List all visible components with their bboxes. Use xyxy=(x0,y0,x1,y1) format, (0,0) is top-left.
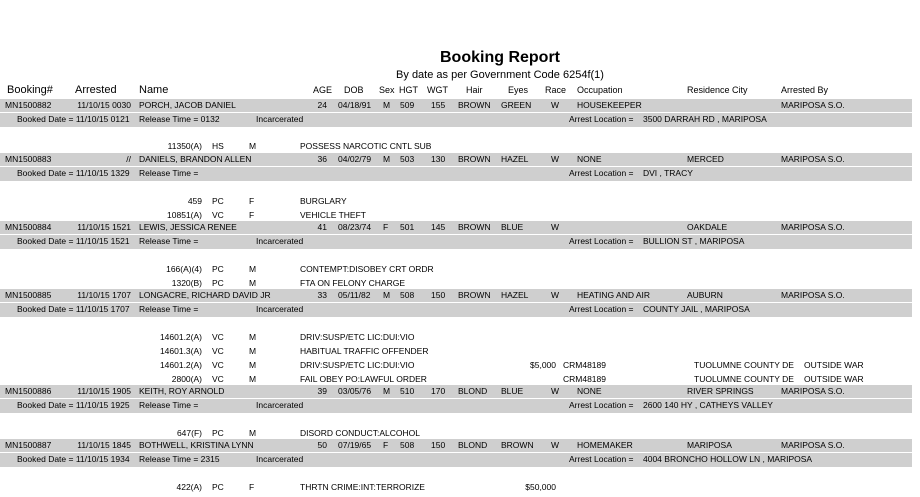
charge-description: POSSESS NARCOTIC CNTL SUB xyxy=(300,141,432,151)
record-occupation: NONE xyxy=(577,154,602,164)
record-wgt: 170 xyxy=(431,386,446,396)
charge-type: VC xyxy=(212,374,224,384)
record-age: 41 xyxy=(317,222,327,232)
col-eyes: Eyes xyxy=(508,85,529,95)
charge-bail: $5,000 xyxy=(530,360,556,370)
record-hair: BROWN xyxy=(458,154,491,164)
record-wgt: 145 xyxy=(431,222,446,232)
charge-type: VC xyxy=(212,332,224,342)
record-by: MARIPOSA S.O. xyxy=(781,222,845,232)
record-hair: BLOND xyxy=(458,386,488,396)
col-name: Name xyxy=(139,84,169,96)
record-race: W xyxy=(551,290,560,300)
charge-code: 647(F) xyxy=(176,428,202,438)
record-eyes: HAZEL xyxy=(501,290,529,300)
record-wgt: 155 xyxy=(431,100,446,110)
record-age: 33 xyxy=(317,290,327,300)
record-sex: F xyxy=(383,222,389,232)
record-hair: BROWN xyxy=(458,222,491,232)
charge-code: 422(A) xyxy=(176,482,202,492)
record-release: Release Time = xyxy=(139,304,199,314)
record-name: PORCH, JACOB DANIEL xyxy=(139,100,236,110)
booking-record xyxy=(0,99,912,127)
report-subtitle: By date as per Government Code 6254f(1) xyxy=(396,69,604,81)
charge-description: CONTEMPT:DISOBEY CRT ORDR xyxy=(300,264,434,274)
booking-record xyxy=(0,385,912,413)
record-by: MARIPOSA S.O. xyxy=(781,440,845,450)
booking-record xyxy=(0,289,912,317)
record-age: 24 xyxy=(317,100,327,110)
record-release: Release Time = xyxy=(139,168,199,178)
record-release: Release Time = 2315 xyxy=(139,454,220,464)
charge-warrant-type: OUTSIDE WAR xyxy=(804,360,864,370)
record-location-label: Arrest Location = xyxy=(569,400,634,410)
record-hgt: 509 xyxy=(400,100,415,110)
charge-type: PC xyxy=(212,482,224,492)
record-status: Incarcerated xyxy=(256,304,304,314)
charge-level: M xyxy=(249,346,257,356)
record-dob: 04/18/91 xyxy=(338,100,372,110)
charge-code: 14601.3(A) xyxy=(159,346,202,356)
record-location: BULLION ST , MARIPOSA xyxy=(643,236,745,246)
record-name: LONGACRE, RICHARD DAVID JR xyxy=(139,290,271,300)
charge-agency: TUOLUMNE COUNTY DE xyxy=(694,360,794,370)
charge-warrant: CRM48189 xyxy=(563,374,606,384)
record-name: LEWIS, JESSICA RENEE xyxy=(139,222,237,232)
record-booked: Booked Date = 11/10/15 1707 xyxy=(17,304,130,314)
record-booked: Booked Date = 11/10/15 1925 xyxy=(17,400,130,410)
charge-level: M xyxy=(249,264,257,274)
record-status: Incarcerated xyxy=(256,454,304,464)
col-booking: Booking# xyxy=(7,84,53,96)
booking-record xyxy=(0,153,912,181)
record-race: W xyxy=(551,100,560,110)
record-by: MARIPOSA S.O. xyxy=(781,100,845,110)
record-location: 3500 DARRAH RD , MARIPOSA xyxy=(643,114,767,124)
charge-code: 166(A)(4) xyxy=(166,264,202,274)
record-release: Release Time = xyxy=(139,400,199,410)
record-age: 39 xyxy=(317,386,327,396)
charge-level: M xyxy=(249,141,257,151)
record-race: W xyxy=(551,386,560,396)
record-occupation: HEATING AND AIR xyxy=(577,290,651,300)
record-status: Incarcerated xyxy=(256,114,304,124)
record-booking: MN1500884 xyxy=(5,222,52,232)
charge-warrant: CRM48189 xyxy=(563,360,606,370)
record-hair: BLOND xyxy=(458,440,488,450)
charge-level: M xyxy=(249,278,257,288)
record-city: AUBURN xyxy=(687,290,723,300)
record-hair: BROWN xyxy=(458,290,491,300)
report-title: Booking Report xyxy=(440,49,560,66)
record-sex: M xyxy=(383,154,391,164)
col-hgt: HGT xyxy=(399,85,418,95)
charge-type: HS xyxy=(212,141,224,151)
record-sex: M xyxy=(383,290,391,300)
record-hgt: 501 xyxy=(400,222,415,232)
charge-type: VC xyxy=(212,210,224,220)
record-dob: 07/19/65 xyxy=(338,440,372,450)
record-name: KEITH, ROY ARNOLD xyxy=(139,386,225,396)
record-release: Release Time = xyxy=(139,236,199,246)
record-booked: Booked Date = 11/10/15 1329 xyxy=(17,168,130,178)
record-race: W xyxy=(551,154,560,164)
record-wgt: 150 xyxy=(431,290,446,300)
charge-type: PC xyxy=(212,278,224,288)
col-wgt: WGT xyxy=(427,85,448,95)
charge-description: THRTN CRIME:INT:TERRORIZE xyxy=(300,482,425,492)
record-hgt: 510 xyxy=(400,386,415,396)
charge-warrant-type: OUTSIDE WAR xyxy=(804,374,864,384)
record-dob: 04/02/79 xyxy=(338,154,372,164)
record-booking: MN1500883 xyxy=(5,154,52,164)
record-name: DANIELS, BRANDON ALLEN xyxy=(139,154,252,164)
record-occupation: NONE xyxy=(577,386,602,396)
charge-description: DRIV:SUSP/ETC LIC:DUI:VIO xyxy=(300,332,415,342)
charge-level: M xyxy=(249,360,257,370)
record-location: COUNTY JAIL , MARIPOSA xyxy=(643,304,750,314)
record-race: W xyxy=(551,222,560,232)
charge-code: 1320(B) xyxy=(171,278,202,288)
record-age: 50 xyxy=(317,440,327,450)
charge-description: DISORD CONDUCT:ALCOHOL xyxy=(300,428,420,438)
col-dob: DOB xyxy=(344,85,364,95)
record-sex: F xyxy=(383,440,389,450)
row-divider xyxy=(0,112,912,113)
record-sex: M xyxy=(383,386,391,396)
record-arrested: 11/10/15 1905 xyxy=(77,386,131,396)
record-hgt: 503 xyxy=(400,154,415,164)
record-eyes: BROWN xyxy=(501,440,534,450)
charge-description: FAIL OBEY PO:LAWFUL ORDER xyxy=(300,374,427,384)
row-divider xyxy=(0,302,912,303)
record-hgt: 508 xyxy=(400,440,415,450)
record-occupation: HOUSEKEEPER xyxy=(577,100,642,110)
record-city: RIVER SPRINGS xyxy=(687,386,754,396)
record-name: BOTHWELL, KRISTINA LYNN xyxy=(139,440,254,450)
charge-code: 10851(A) xyxy=(167,210,202,220)
record-arrested: 11/10/15 1521 xyxy=(77,222,131,232)
col-residence-city: Residence City xyxy=(687,85,748,95)
record-by: MARIPOSA S.O. xyxy=(781,154,845,164)
booking-record xyxy=(0,221,912,249)
col-age: AGE xyxy=(313,85,333,95)
charge-code: 14601.2(A) xyxy=(159,332,202,342)
record-arrested: // xyxy=(126,154,131,164)
record-dob: 05/11/82 xyxy=(338,290,371,300)
record-location-label: Arrest Location = xyxy=(569,304,634,314)
col-occupation: Occupation xyxy=(577,85,623,95)
record-wgt: 150 xyxy=(431,440,446,450)
record-release: Release Time = 0132 xyxy=(139,114,220,124)
record-status: Incarcerated xyxy=(256,400,304,410)
charge-description: FTA ON FELONY CHARGE xyxy=(300,278,406,288)
record-location: 2600 140 HY , CATHEYS VALLEY xyxy=(643,400,773,410)
record-status: Incarcerated xyxy=(256,236,304,246)
charge-type: PC xyxy=(212,428,224,438)
charge-type: PC xyxy=(212,264,224,274)
record-city: MERCED xyxy=(687,154,724,164)
record-arrested: 11/10/15 1707 xyxy=(77,290,131,300)
record-eyes: GREEN xyxy=(501,100,532,110)
record-location-label: Arrest Location = xyxy=(569,454,634,464)
record-location: 4004 BRONCHO HOLLOW LN , MARIPOSA xyxy=(643,454,813,464)
col-race: Race xyxy=(545,85,567,95)
record-booked: Booked Date = 11/10/15 1521 xyxy=(17,236,130,246)
record-race: W xyxy=(551,440,560,450)
record-wgt: 130 xyxy=(431,154,446,164)
record-arrested: 11/10/15 0030 xyxy=(77,100,131,110)
charge-code: 14601.2(A) xyxy=(159,360,202,370)
charge-level: M xyxy=(249,374,257,384)
col-arrested-by: Arrested By xyxy=(781,85,829,95)
record-arrested: 11/10/15 1845 xyxy=(77,440,131,450)
charge-code: 459 xyxy=(187,196,202,206)
col-arrested: Arrested xyxy=(75,84,117,96)
charge-description: BURGLARY xyxy=(300,196,347,206)
charge-description: VEHICLE THEFT xyxy=(300,210,366,220)
record-location-label: Arrest Location = xyxy=(569,168,634,178)
charge-level: M xyxy=(249,428,257,438)
charge-type: PC xyxy=(212,196,224,206)
record-city: OAKDALE xyxy=(687,222,728,232)
record-location-label: Arrest Location = xyxy=(569,114,634,124)
charge-code: 2800(A) xyxy=(171,374,202,384)
record-booking: MN1500886 xyxy=(5,386,52,396)
record-booking: MN1500885 xyxy=(5,290,52,300)
charge-code: 11350(A) xyxy=(167,141,202,151)
record-dob: 08/23/74 xyxy=(338,222,372,232)
charge-type: VC xyxy=(212,360,224,370)
charge-description: DRIV:SUSP/ETC LIC:DUI:VIO xyxy=(300,360,415,370)
charge-level: F xyxy=(249,210,255,220)
record-hgt: 508 xyxy=(400,290,415,300)
record-age: 36 xyxy=(317,154,327,164)
record-hair: BROWN xyxy=(458,100,491,110)
record-booked: Booked Date = 11/10/15 0121 xyxy=(17,114,130,124)
charge-agency: TUOLUMNE COUNTY DE xyxy=(694,374,794,384)
record-booked: Booked Date = 11/10/15 1934 xyxy=(17,454,130,464)
charge-level: F xyxy=(249,196,255,206)
record-eyes: BLUE xyxy=(501,386,524,396)
row-divider xyxy=(0,166,912,167)
record-occupation: HOMEMAKER xyxy=(577,440,633,450)
charge-level: F xyxy=(249,482,255,492)
record-booking: MN1500887 xyxy=(5,440,52,450)
charge-bail: $50,000 xyxy=(525,482,556,492)
record-location: DVI , TRACY xyxy=(643,168,693,178)
record-sex: M xyxy=(383,100,391,110)
record-by: MARIPOSA S.O. xyxy=(781,290,845,300)
row-divider xyxy=(0,234,912,235)
row-divider xyxy=(0,452,912,453)
charge-level: M xyxy=(249,332,257,342)
record-booking: MN1500882 xyxy=(5,100,52,110)
charge-description: HABITUAL TRAFFIC OFFENDER xyxy=(300,346,429,356)
record-eyes: BLUE xyxy=(501,222,524,232)
record-by: MARIPOSA S.O. xyxy=(781,386,845,396)
record-city: MARIPOSA xyxy=(687,440,732,450)
charge-type: VC xyxy=(212,346,224,356)
row-divider xyxy=(0,398,912,399)
record-eyes: HAZEL xyxy=(501,154,529,164)
col-hair: Hair xyxy=(466,85,483,95)
record-location-label: Arrest Location = xyxy=(569,236,634,246)
col-sex: Sex xyxy=(379,85,395,95)
record-dob: 03/05/76 xyxy=(338,386,372,396)
